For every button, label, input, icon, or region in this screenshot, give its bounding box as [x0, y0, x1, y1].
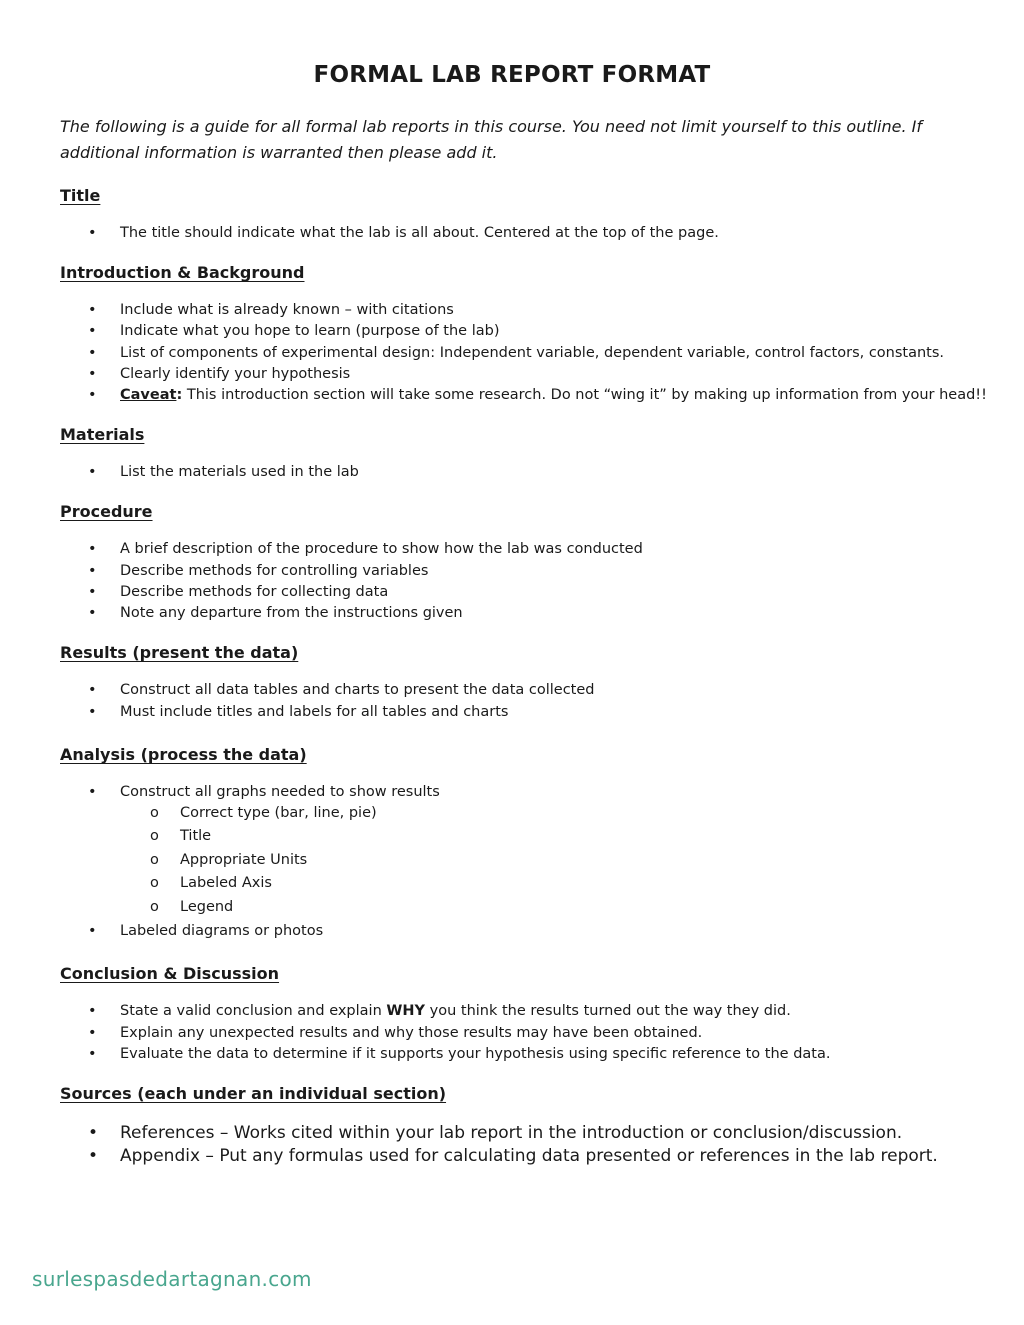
bullet-icon: • [88, 302, 97, 318]
bullet-icon: • [88, 1146, 99, 1166]
intro-paragraph: The following is a guide for all formal lab reports in this course. You need not limit yourself to this outline. If additional information is warranted then please add it. [60, 117, 922, 162]
section-heading-title: Title [60, 186, 101, 205]
section-heading-conclusion: Conclusion & Discussion [60, 964, 280, 983]
bullet-icon: • [88, 563, 97, 579]
bullet-icon: • [88, 923, 97, 939]
bullet-icon: • [88, 541, 97, 557]
bullet-icon: • [88, 366, 97, 382]
bullet-icon: • [88, 682, 97, 698]
circle-bullet-icon: o [150, 805, 159, 821]
circle-bullet-icon: o [150, 899, 159, 915]
caveat-label: Caveat [120, 387, 177, 403]
bullet-icon: • [88, 704, 97, 720]
bullet-icon: • [88, 387, 97, 403]
bullet-icon: • [88, 225, 97, 241]
section-heading-results: Results (present the data) [60, 643, 299, 662]
section-heading-materials: Materials [60, 425, 145, 444]
bullet-icon: • [88, 1123, 99, 1143]
bullet-icon: • [88, 605, 97, 621]
bullet-icon: • [88, 323, 97, 339]
bullet-icon: • [88, 584, 97, 600]
section-heading-introduction: Introduction & Background [60, 263, 305, 282]
section-heading-sources: Sources (each under an individual section) [60, 1084, 447, 1103]
bullet-icon: • [88, 345, 97, 361]
bullet-icon: • [88, 1025, 97, 1041]
bullet-icon: • [88, 784, 97, 800]
circle-bullet-icon: o [150, 875, 159, 891]
bullet-icon: • [88, 1003, 97, 1019]
bullet-icon: • [88, 1046, 97, 1062]
circle-bullet-icon: o [150, 852, 159, 868]
watermark-text: surlespasdedartagnan.com [32, 1267, 312, 1291]
bullet-icon: • [88, 464, 97, 480]
section-heading-procedure: Procedure [60, 502, 153, 521]
section-heading-analysis: Analysis (process the data) [60, 745, 307, 764]
circle-bullet-icon: o [150, 828, 159, 844]
page-title: FORMAL LAB REPORT FORMAT [313, 62, 711, 88]
